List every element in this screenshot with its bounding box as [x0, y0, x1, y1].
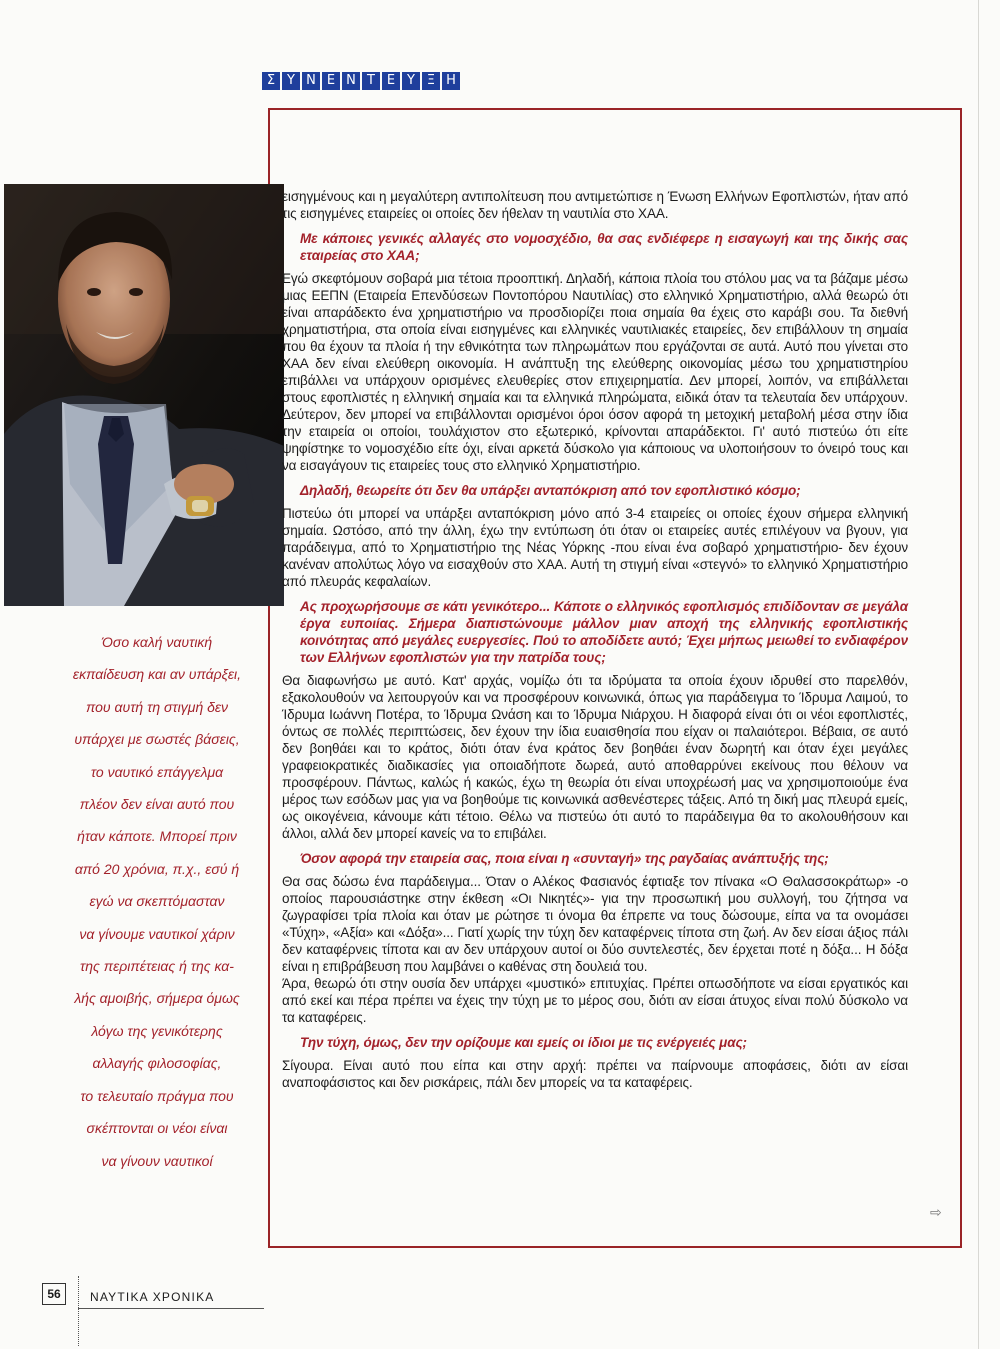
pull-quote-line: το ναυτικό επάγγελμα — [90, 763, 224, 780]
magazine-name: ΝΑΥΤΙΚΑ ΧΡΟΝΙΚΑ — [90, 1290, 215, 1304]
section-title-letter: Ε — [322, 72, 340, 90]
answer-paragraph: Σίγουρα. Είναι αυτό που είπα και στην αρχή: πρέπει να παίρνουμε αποφάσεις, διότι αν είσαι αναποφάσιστος και δεν ρισκάρεις, πάλι δεν μπορείς να τα καταφέρεις. — [282, 1058, 908, 1090]
pull-quote-line: από 20 χρόνια, π.χ., εσύ ή — [74, 860, 240, 877]
section-title-letter: Ε — [382, 72, 400, 90]
interview-question: Με κάποιες γενικές αλλαγές στο νομοσχέδιο, θα σας ενδιέφερε η εισαγωγή και της δικής σας εταιρείας στο ΧΑΑ; — [300, 231, 908, 263]
answer-paragraph: Πιστεύω ότι μπορεί να υπάρξει ανταπόκριση μόνο από 3-4 εταιρείες οι οποίες έχουν σήμερα ελληνική σημαία. Ωστόσο, από την άλλη, έχω την εντύπωση ότι όταν οι εταιρείες αυτές επιλέγουν να βγουν, για παράδειγμα, από το Χρηματιστήριο της Νέας Υόρκης -που είναι ένα σοβαρό χρηματιστήριο- δεν έχουν κανέναν απολύτως λόγο να εισαχθούν στο ΧΑΑ. Αυτή τη στιγμή είναι «στεγνό» το ελληνικό Χρηματιστήριο από πλευράς κεφαλαίων. — [282, 506, 908, 589]
pull-quote-line: υπάρχει με σωστές βάσεις, — [74, 731, 240, 748]
section-title-letter: Ν — [302, 72, 320, 90]
section-title-letter: Ν — [342, 72, 360, 90]
article-body — [282, 188, 908, 1091]
interview-question: Την τύχη, όμως, δεν την ορίζουμε και εμείς οι ίδιοι με τις ενέργειές μας; — [300, 1035, 747, 1050]
answer-paragraph: Θα σας δώσω ένα παράδειγμα... Όταν ο Αλέκος Φασιανός έφτιαξε τον πίνακα «Ο Θαλασσοκράτωρ» -ο οποίος παρουσιάστηκε στην έκθεση «Οι Νικητές»- για την προσωπική μου συλλογή, του ζήτησα να ζωγραφίσει τρία πλοία και όταν με ρώτησε τι όνομα θα έπρεπε να τους δώσουμε, είπα να τα ονομάσει «Τύχη», «Αξία» και «Δόξα»... Γιατί χωρίς την τύχη δεν καταφέρνεις τίποτα στη ζωή. Αν δεν είσαι άξιος πάλι δεν καταφέρνεις τίποτα και αν δεν υπάρχουν αυτοί οι δύο συντελεστές, δεν έρχεται ποτέ η δόξα... Η δόξα είναι η επιβράβευση που λαμβάνει ο καθένας στη δουλειά του. — [282, 874, 908, 974]
pull-quote-line: σκέπτονται οι νέοι είναι — [86, 1120, 228, 1137]
answer-paragraph: Εγώ σκεφτόμουν σοβαρά μια τέτοια προοπτική. Δηλαδή, κάποια πλοία του στόλου μας να τα βάζαμε μέσω μιας ΕΕΠΝ (Εταιρεία Επενδύσεων Ποντοπόρου Ναυτιλίας) στο ελληνικό Χρηματιστήριο, αλλά θεωρώ ότι είναι απαράδεκτο ένα χρηματιστήριο να προσδιορίζει ποια σημαία θα έχεις στο καράβι σου. Τα διεθνή χρηματιστήρια, στα οποία είναι εισηγμένες και ελληνικές ναυτιλιακές εταιρείες, δεν επιβάλλουν τη σημαία που θα έχουν τα πλοία ή την εθνικότητα των πληρωμάτων που εργάζονται σε αυτά. Αυτό που γίνεται στο ΧΑΑ δεν είναι ελεύθερη οικονομία. Η ανάπτυξη της ελεύθερης οικονομίας μέσω του χρηματιστηρίου επιβάλλει να υπάρχουν ορισμένες ελευθερίες στον επιχειρηματία. Δεν μπορεί, λοιπόν, να επιβάλλεται στους εφοπλιστές η ελληνική σημαία και τα ελληνικά πληρώματα, ειδικά όταν τα τελευταία δεν υπάρχουν. Δεύτερον, δεν μπορεί να επιβάλλονται ορισμένοι όροι όσον αφορά τη μετοχική μεταβολή μέσα στην ίδια την εταιρεία οι οποίοι, τουλάχιστον στο εξωτερικό, κρίνονται απαράδεκτοι. Γι' αυτό πιστεύω ότι είτε ψηφίστηκε το νομοσχέδιο είτε όχι, είναι αρκετά δύσκολο για κάποιους να υλοποιήσουν το όνειρό τους και να εισαγάγουν τις εταιρείες τους στο ελληνικό Χρηματιστήριο. — [282, 271, 908, 473]
pull-quote-line: να γίνουμε ναυτικοί χάριν — [79, 925, 235, 942]
pull-quote-line: αλλαγής φιλοσοφίας, — [92, 1055, 222, 1072]
page-edge-line — [978, 0, 979, 1349]
answer-paragraph: Άρα, θεωρώ ότι στην ουσία δεν υπάρχει «μυστικό» επιτυχίας. Πρέπει οπωσδήποτε να είσαι εργατικός και από εκεί και πέρα πρέπει να έχεις την τύχη με το μέρος σου, διότι αν είσαι άτυχος είναι πολύ δύσκολο να τα καταφέρεις. — [282, 976, 908, 1025]
interview-question: Ας προχωρήσουμε σε κάτι γενικότερο... Κάποτε ο ελληνικός εφοπλισμός επιδίδονταν σε μεγάλα έργα ευποιίας. Σήμερα διαπιστώνουμε μάλλον μιαν αποχή της ελληνικής εφοπλιστικής κοινότητας από μεγάλες ευεργεσίες. Πού το αποδίδετε αυτό; Έχει μήπως μειωθεί το ενδιαφέρον των Ελλήνων εφοπλιστών για την πατρίδα τους; — [300, 599, 908, 665]
section-title — [262, 72, 460, 90]
page-footer — [42, 1276, 242, 1316]
pull-quote-line: εγώ να σκεπτόμασταν — [89, 893, 225, 910]
pull-quote-line: το τελευταίο πράγμα που — [80, 1087, 234, 1104]
page-number: 56 — [42, 1283, 66, 1305]
section-title-letter: Υ — [282, 72, 300, 90]
answer-paragraph: εισηγμένους και η μεγαλύτερη αντιπολίτευση που αντιμετώπισε η Ένωση Ελλήνων Εφοπλιστών, ήταν από τις εισηγμένες εταιρείες οι οποίες δεν ήθελαν τη ναυτιλία στο ΧΑΑ. — [282, 189, 908, 221]
pull-quote — [44, 626, 270, 1177]
interviewee-photo — [4, 184, 284, 606]
pull-quote-line: της περιπέτειας ή της κα- — [80, 958, 234, 975]
pull-quote-line: να γίνουν ναυτικοί — [101, 1152, 213, 1169]
section-title-letter: Τ — [362, 72, 380, 90]
pull-quote-line: εκπαίδευση και αν υπάρξει, — [72, 666, 242, 683]
interview-question: Δηλαδή, θεωρείτε ότι δεν θα υπάρξει ανταπόκριση από τον εφοπλιστικό κόσμο; — [300, 483, 801, 498]
pull-quote-line: λόγω της γενικότερης — [91, 1022, 223, 1039]
pull-quote-line: που αυτή τη στιγμή δεν — [85, 698, 229, 715]
pull-quote-line: πλέον δεν είναι αυτό που — [79, 796, 235, 813]
section-title-letter: Σ — [262, 72, 280, 90]
footer-rule — [78, 1308, 264, 1309]
answer-paragraph: Θα διαφωνήσω με αυτό. Κατ' αρχάς, νομίζω ότι τα ιδρύματα τα οποία έχουν ιδρυθεί στο παρελθόν, εξακολουθούν να λειτουργούν και να προσφέρουν κοινωνικά, όπως για παράδειγμα το Ίδρυμα Λαιμού, το Ίδρυμα Ιωάννη Ποτέρα, το Ίδρυμα Ωνάση και το Ίδρυμα Νιάρχου. Η διαφορά είναι ότι οι νέοι εφοπλιστές, όντως σε πολλές περιπτώσεις, δεν έχουν την ίδια ευαισθησία που είχαν οι παλαιότεροι. Βέβαια, σε αυτό δεν βοηθάει και το κράτος, διότι όταν ένα κράτος δεν βοηθάει έναν δωρητή και όταν έχει μεγάλες γραφειοκρατικές διαδικασίες για οποιαδήποτε δωρεά, αυτό αποθαρρύνει εκείνους που θέλουν να προσφέρουν. Πάντως, καλώς ή κακώς, έχω τη θεωρία ότι είναι υποχρέωσή μας να χρησιμοποιούμε ένα μέρος των εσόδων μας για να βοηθούμε τις κοινωνικά ασθενέστερες τάξεις. Από τη δική μας πλευρά εμείς, ως οικογένεια, κάνουμε κάτι τέτοιο. Θέλω να πιστεύω ότι αυτό το παράδειγμα θα το ακολουθήσουν και άλλοι, αλλά δεν μπορεί κανείς να το επιβάλει. — [282, 673, 908, 841]
footer-divider — [78, 1276, 79, 1346]
section-title-letter: Ξ — [422, 72, 440, 90]
section-title-letter: Η — [442, 72, 460, 90]
pull-quote-line: ήταν κάποτε. Μπορεί πριν — [77, 828, 237, 845]
arrow-right-icon: ⇨ — [930, 1204, 942, 1220]
pull-quote-line: Όσο καλή ναυτική — [101, 634, 213, 650]
section-title-letter: Υ — [402, 72, 420, 90]
pull-quote-line: λής αμοιβής, σήμερα όμως — [74, 990, 240, 1007]
interview-question: Όσον αφορά την εταιρεία σας, ποια είναι η «συνταγή» της ραγδαίας ανάπτυξής της; — [300, 851, 829, 866]
